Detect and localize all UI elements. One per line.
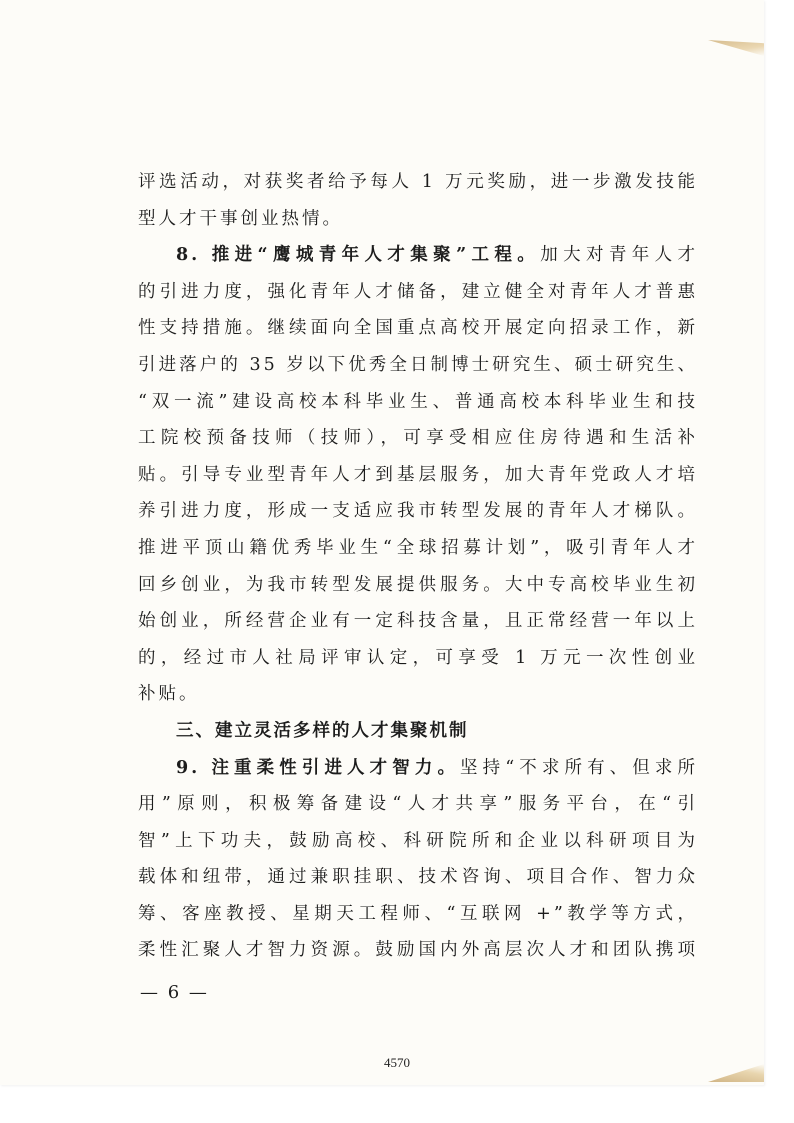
page-number: — 6 — [140,982,209,1003]
page-corner-fold-top [708,40,764,56]
paragraph-line: 型人才干事创业热情。 [138,208,343,229]
paragraph-line: 载体和纽带，通过兼职挂职、技术咨询、项目合作、智力众 [138,867,698,888]
paragraph-line [138,237,698,274]
paragraph-line: 筹、客座教授、星期天工程师、“互联网 +”教学等方式， [138,903,698,924]
paragraph-line [138,750,698,787]
section-heading: 三、建立灵活多样的人才集聚机制 [176,720,469,741]
paragraph-line: “双一流”建设高校本科毕业生、普通高校本科毕业生和技 [138,391,698,412]
body-text [138,164,698,969]
paragraph-line: 用”原则，积极筹备建设“人才共享”服务平台，在“引 [138,794,698,815]
item-text: 加大对青年人才 [540,245,699,266]
paragraph-line: 始创业，所经营企业有一定科技含量，且正常经营一年以上 [138,611,698,632]
item-title: 8. 推进“鹰城青年人才集聚”工程。 [176,245,541,266]
paragraph-line: 工院校预备技师（技师），可享受相应住房待遇和生活补 [138,428,698,449]
item-title: 9. 注重柔性引进人才智力。 [176,757,461,778]
stamp-number: 4570 [384,1055,410,1070]
paragraph-line: 的，经过市人社局评审认定，可享受 1 万元一次性创业 [138,647,698,668]
paragraph-line: 柔性汇聚人才智力资源。鼓励国内外高层次人才和团队携项 [138,940,698,961]
paragraph-line: 回乡创业，为我市转型发展提供服务。大中专高校毕业生初 [138,574,698,595]
paragraph-line: 贴。引导专业型青年人才到基层服务，加大青年党政人才培 [138,464,698,485]
paragraph-line: 养引进力度，形成一支适应我市转型发展的青年人才梯队。 [138,501,698,522]
paragraph-line: 引进落户的 35 岁以下优秀全日制博士研究生、硕士研究生、 [138,354,698,375]
paragraph-line: 推进平顶山籍优秀毕业生“全球招募计划”，吸引青年人才 [138,537,698,558]
paragraph-line: 的引进力度，强化青年人才储备，建立健全对青年人才普惠 [138,281,698,302]
paragraph-line: 智”上下功夫，鼓励高校、科研院所和企业以科研项目为 [138,830,698,851]
paragraph-line: 评选活动，对获奖者给予每人 1 万元奖励，进一步激发技能 [138,172,698,192]
paragraph-line: 性支持措施。继续面向全国重点高校开展定向招录工作，新 [138,318,698,339]
paragraph-line: 补贴。 [138,684,200,705]
item-text: 坚持“不求所有、但求所 [460,757,698,778]
